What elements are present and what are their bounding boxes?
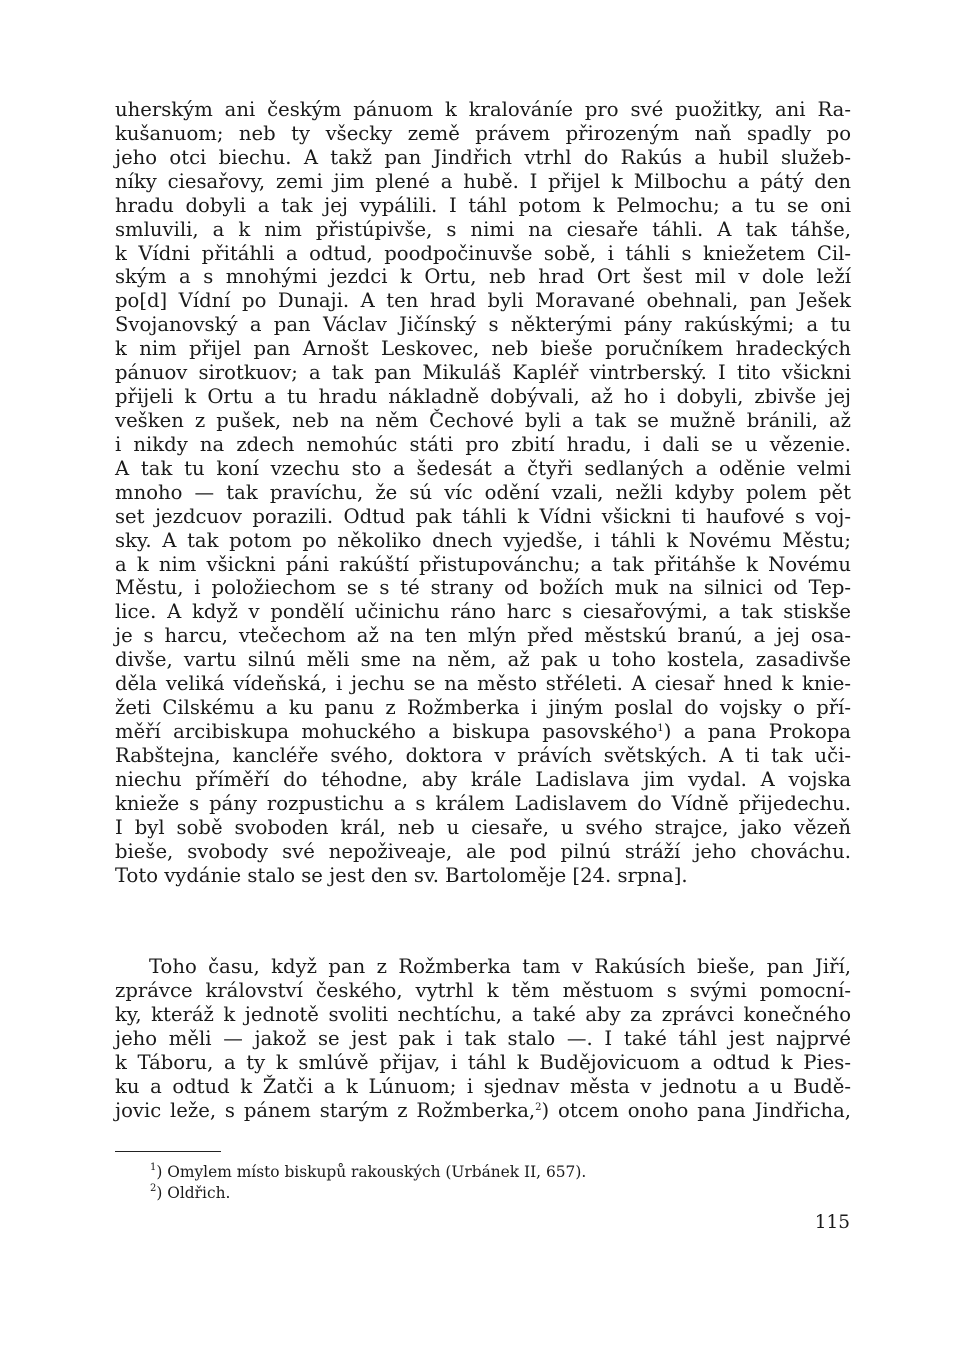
text-fragment: ) a pana Prokopa: [663, 719, 851, 743]
text-line: knieže s pány rozpustichu a s králem Ladislavem do Vídně přijedechu.: [115, 791, 851, 815]
text-line: kušanuom; neb ty všecky země právem přirozeným naň spadly po: [115, 121, 851, 145]
text-line: zprávce království českého, vytrhl k těm městuom s svými pomocní-: [115, 978, 851, 1002]
text-line: děla veliká vídeňská, i jechu se na město střéleti. A ciesař hned k knie-: [115, 672, 851, 696]
page-number: 115: [814, 1212, 850, 1233]
text-line: jeho otci biechu. A takž pan Jindřich vtrhl do Rakús a hubil služeb-: [115, 145, 851, 169]
text-line: jeho měli — jakož se jest pak i tak stalo —. I také táhl jest najprvé: [115, 1026, 851, 1050]
text-line: Městu, i položiechom se s té strany od božích muk na silnici od Tep-: [115, 576, 851, 600]
text-line: set jezdcuov porazili. Odtud pak táhli k Vídni všickni ti haufové s voj-: [115, 504, 851, 528]
footnote-ref: 2: [535, 1101, 542, 1113]
text-fragment: ) otcem onoho pana Jindřicha,: [541, 1098, 852, 1122]
footnote-ref: 1: [657, 722, 664, 734]
text-line: Toto vydánie stalo se jest den sv. Bartoloměje [24. srpna].: [115, 863, 688, 887]
text-line: pánuov sirotkuov; a tak pan Mikuláš Kapléř vintrberský. I tito všickni: [115, 361, 851, 385]
text-line: ku a odtud k Žatči a k Lúnuom; i sjednav města v jednotu a u Budě-: [115, 1074, 851, 1098]
text-line: ským a s mnohými jezdci k Ortu, neb hrad Ort šest mil v dole leží: [115, 265, 851, 289]
footnote-1: [150, 1162, 830, 1183]
footnotes: [150, 1162, 830, 1203]
text-line: hradu dobyli a tak jej vypálili. I táhl potom k Pelmochu; a tu se oni: [115, 193, 851, 217]
text-line: měří arcibiskupa mohuckého a biskupa pasovského$^1$) a pana Prokopa: [115, 719, 851, 743]
text-line: k Táboru, a ty k smlúvě přijav, i táhl k Budějovicuom a odtud k Pies-: [115, 1050, 851, 1074]
text-line: po[d] Vídní po Dunaji. A ten hrad byli Moravané obehnali, pan Ješek: [115, 289, 851, 313]
text-line: sky. A tak potom po několiko dnech vyjedše, i táhli k Novému Městu;: [115, 528, 851, 552]
footnote-2: [150, 1183, 830, 1204]
text-line: k nim přijel pan Arnošt Leskovec, neb bieše poručníkem hradeckých: [115, 337, 851, 361]
text-line: je s harcu, vtečechom až na ten mlýn před městskú branú, a jej osa-: [115, 624, 851, 648]
text-line: ky, kteráž k jednotě svoliti nechtíchu, a také aby za zprávci konečného: [115, 1002, 851, 1026]
text-line: Svojanovský a pan Václav Jičínský s některými pány rakúskými; a tu: [115, 313, 851, 337]
text-line: Rabštejna, kancléře svého, doktora v právích světských. A ti tak uči-: [115, 743, 851, 767]
footnote-text: ) Omylem místo biskupů rakouských (Urbánek II, 657).: [156, 1163, 587, 1181]
text-line: niechu příměří do téhodne, aby krále Ladislava jim vydal. A vojska: [115, 767, 851, 791]
text-line: Toho času, když pan z Rožmberka tam v Rakúsích bieše, pan Jiří,: [149, 955, 851, 978]
paragraph-2: [115, 955, 851, 1122]
text-line: I byl sobě svoboden král, neb u ciesaře, u svého strajce, jako vězeň: [115, 815, 851, 839]
footnote-text: ) Oldřich.: [156, 1183, 231, 1202]
footnote-mark: 2: [150, 1182, 157, 1194]
text-line: přijeli k Ortu a tu hradu nákladně dobývali, až ho i dobyli, zbivše jej: [115, 385, 851, 409]
text-line: a k nim všickni páni rakúští přistupovánchu; a tak přitáhše k Novému: [115, 552, 851, 576]
text-line: A tak tu koní vzechu sto a šedesát a čtyři sedlaných a oděnie velmi: [115, 456, 851, 480]
text-line: jovic leže, s pánem starým z Rožmberka,$^2$) otcem onoho pana Jindřicha,: [115, 1098, 852, 1122]
paragraph-1: [115, 98, 851, 887]
text-line: lice. A když v pondělí učinichu ráno harc s ciesařovými, a tak stiskše: [115, 600, 851, 624]
text-line: smluvili, a k nim přistúpivše, s nimi na ciesaře táhli. A tak táhše,: [115, 217, 851, 241]
footnote-mark: 1: [150, 1162, 157, 1173]
text-line: i nikdy na zdech nemohúc státi pro zbití hradu, i dali se u vězenie.: [115, 432, 851, 456]
text-line: bieše, svobody své nepoživeaje, ale pod pilnú stráží jeho chováchu.: [115, 839, 851, 863]
text-line: níky ciesařovy, zemi jim plené a hubě. I přijel k Milbochu a pátý den: [115, 169, 851, 193]
text-line: k Vídni přitáhli a odtud, poodpočinuvše sobě, i táhli s kniežetem Cil-: [115, 241, 851, 265]
text-line: vešken z pušek, neb na něm Čechové byli a tak se mužně bránili, až: [115, 408, 851, 432]
text-line: žeti Cilskému a ku panu z Rožmberka i jiným poslal do vojsky o pří-: [115, 696, 851, 720]
footnote-separator: [115, 1151, 221, 1152]
text-line: uherským ani českým pánuom k kralováníe pro své puožitky, ani Ra-: [115, 98, 851, 121]
text-line: mnoho — tak pravíchu, že sú víc odění vzali, nežli kdyby polem pět: [115, 480, 851, 504]
text-line: divše, vartu silnú měli sme na něm, až pak u toho kostela, zasadivše: [115, 648, 851, 672]
